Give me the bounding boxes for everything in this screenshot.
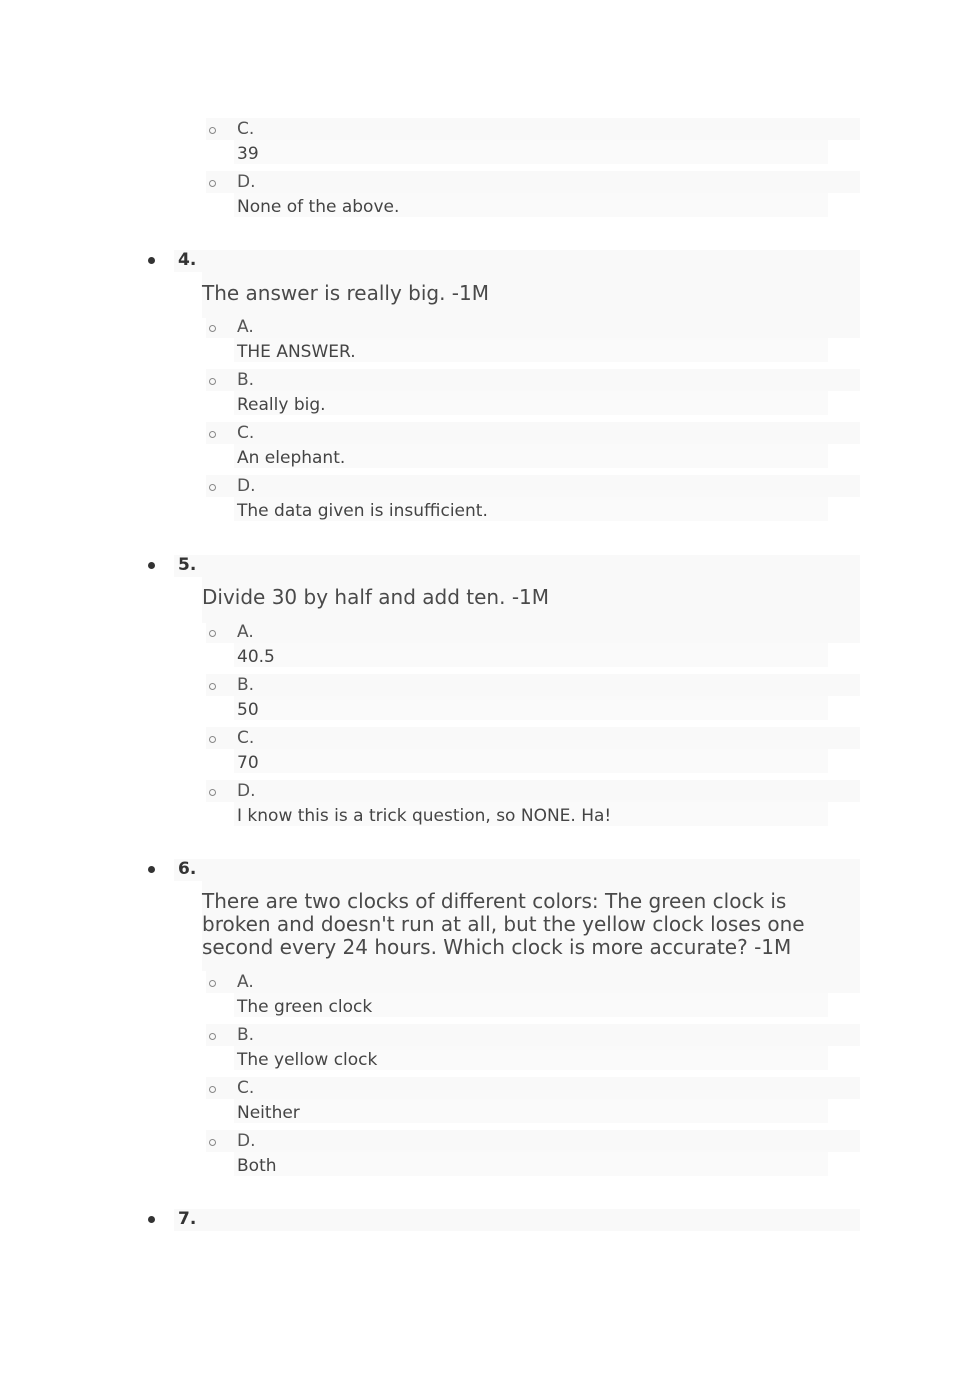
question-number: 4. xyxy=(178,250,197,270)
option-text: Both xyxy=(237,1156,277,1176)
circle-bullet-icon xyxy=(209,736,216,743)
circle-bullet-icon xyxy=(209,683,216,690)
option-letter: D. xyxy=(237,781,256,801)
option-text: 40.5 xyxy=(237,647,275,667)
option-letter: A. xyxy=(237,317,254,337)
bullet-icon xyxy=(148,1216,155,1223)
circle-bullet-icon xyxy=(209,630,216,637)
option-text: An elephant. xyxy=(237,448,346,468)
circle-bullet-icon xyxy=(209,789,216,796)
option-letter: D. xyxy=(237,476,256,496)
question-number: 7. xyxy=(178,1209,197,1229)
bullet-icon xyxy=(148,257,155,264)
circle-bullet-icon xyxy=(209,484,216,491)
option-text: The data given is insufficient. xyxy=(237,501,488,521)
option-text: 70 xyxy=(237,753,259,773)
option-letter: C. xyxy=(237,1078,255,1098)
option-letter: B. xyxy=(237,370,255,390)
question-header xyxy=(146,250,860,272)
question-text: Divide 30 by half and add ten. -1M xyxy=(202,585,550,609)
circle-bullet-icon xyxy=(209,325,216,332)
question-header xyxy=(146,1209,860,1231)
question-header xyxy=(146,859,860,881)
option-text: The green clock xyxy=(237,997,373,1017)
circle-bullet-icon xyxy=(209,1033,216,1040)
question-header xyxy=(146,555,860,577)
circle-bullet-icon xyxy=(209,180,216,187)
circle-bullet-icon xyxy=(209,1139,216,1146)
option-letter: A. xyxy=(237,622,254,642)
option-letter: B. xyxy=(237,675,255,695)
option-letter: D. xyxy=(237,1131,256,1151)
option-letter: A. xyxy=(237,972,254,992)
option-text: I know this is a trick question, so NONE. Ha! xyxy=(237,806,612,826)
option-text: 50 xyxy=(237,700,259,720)
option-letter: C. xyxy=(237,119,255,139)
option-text: The yellow clock xyxy=(237,1050,378,1070)
question-number: 6. xyxy=(178,859,197,879)
circle-bullet-icon xyxy=(209,378,216,385)
option-text: Really big. xyxy=(237,395,326,415)
option-text: Neither xyxy=(237,1103,300,1123)
circle-bullet-icon xyxy=(209,1086,216,1093)
circle-bullet-icon xyxy=(209,980,216,987)
question-text: There are two clocks of different colors: The green clock is broken and doesn't run at all, but the yellow clock loses one second every 24 hours. Which clock is more accurate? -1M xyxy=(202,889,805,959)
bullet-icon xyxy=(148,866,155,873)
question-number: 5. xyxy=(178,555,197,575)
option-letter: B. xyxy=(237,1025,255,1045)
option-letter: C. xyxy=(237,728,255,748)
option-text: 39 xyxy=(237,144,259,164)
option-text: THE ANSWER. xyxy=(237,342,356,362)
option-letter: C. xyxy=(237,423,255,443)
circle-bullet-icon xyxy=(209,127,216,134)
option-letter: D. xyxy=(237,172,256,192)
circle-bullet-icon xyxy=(209,431,216,438)
bullet-icon xyxy=(148,562,155,569)
option-text: None of the above. xyxy=(237,197,400,217)
question-text: The answer is really big. -1M xyxy=(202,281,489,305)
